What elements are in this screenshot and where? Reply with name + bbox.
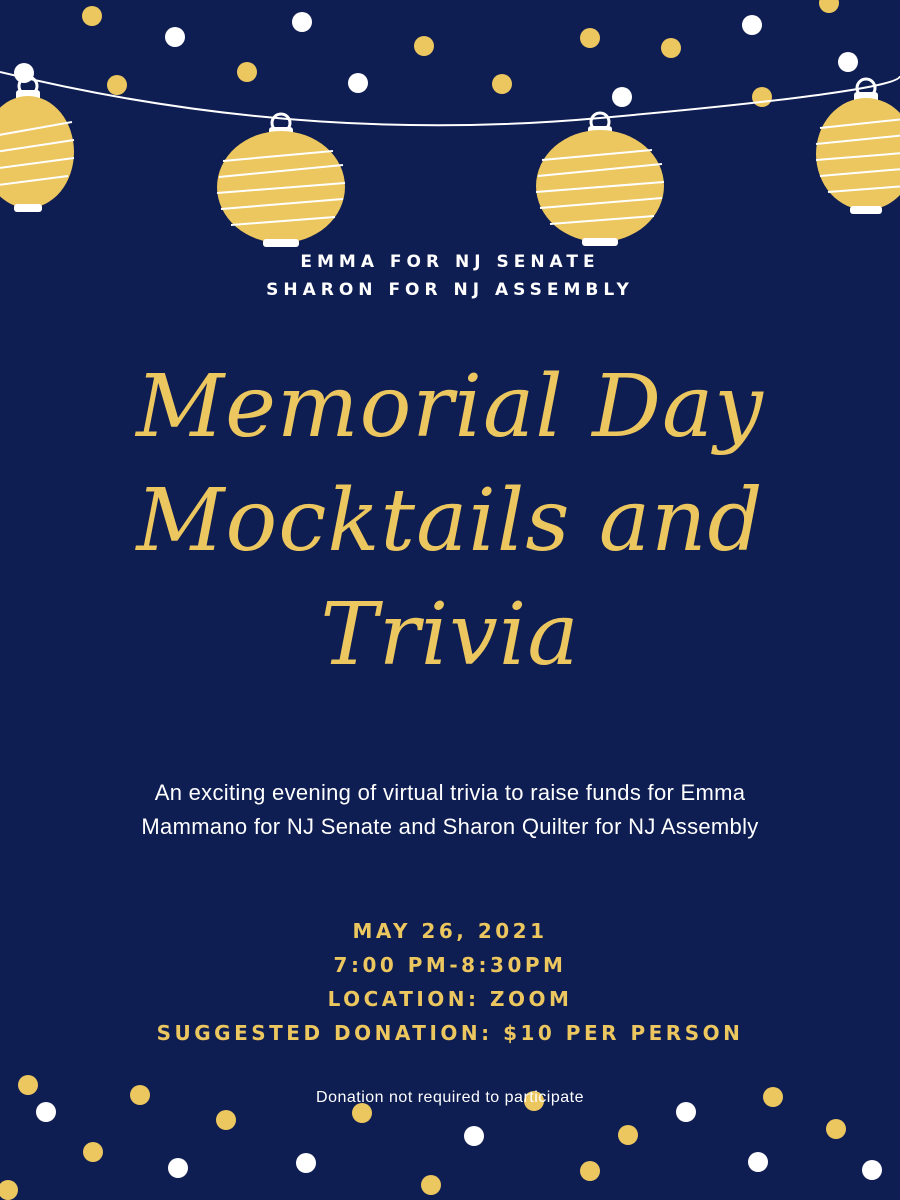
lantern-1-icon	[0, 77, 74, 212]
lantern-2-icon	[217, 114, 345, 247]
event-location: LOCATION: ZOOM	[327, 987, 573, 1011]
event-time: 7:00 PM-8:30PM	[333, 953, 567, 977]
title-line-3: Trivia	[320, 585, 580, 685]
event-details	[0, 914, 900, 1050]
event-description: An exciting evening of virtual trivia to raise funds for Emma Mammano for NJ Senate and Sharon Quilter for NJ Assembly	[141, 780, 759, 839]
donation-footnote: Donation not required to participate	[316, 1089, 584, 1106]
event-date: MAY 26, 2021	[352, 919, 548, 943]
event-title	[0, 350, 900, 692]
campaign-header	[0, 248, 900, 304]
suggested-donation: SUGGESTED DONATION: $10 PER PERSON	[156, 1021, 744, 1045]
lantern-4-icon	[816, 79, 900, 214]
campaign-line-senate: EMMA FOR NJ SENATE	[300, 252, 600, 272]
confetti-dots-top	[14, 0, 858, 107]
title-line-1: Memorial Day	[136, 357, 764, 457]
campaign-line-assembly: SHARON FOR NJ ASSEMBLY	[266, 280, 634, 300]
title-line-2: Mocktails and	[136, 471, 764, 571]
lantern-3-icon	[536, 113, 664, 246]
